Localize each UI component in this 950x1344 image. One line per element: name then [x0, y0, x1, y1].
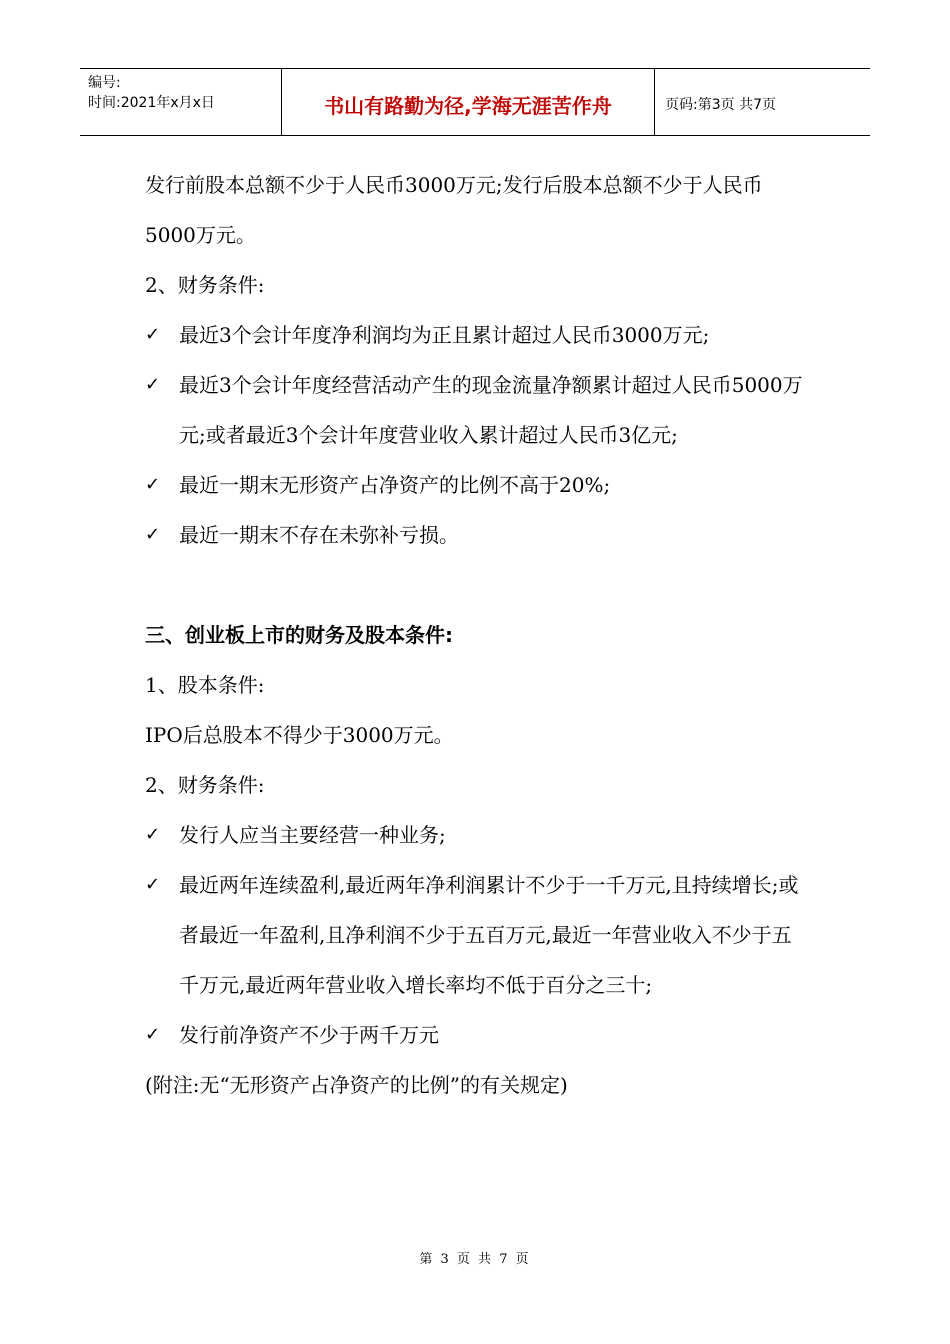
check-item-text: 最近3个会计年度经营活动产生的现金流量净额累计超过人民币5000万元;或者最近3个会计年度营业收入累计超过人民币3亿元;: [179, 373, 803, 447]
equity-conditions-heading: 1、股本条件:: [145, 673, 265, 697]
check-list-item: [145, 360, 810, 460]
section-spacer: [145, 560, 810, 610]
check-list-item: [145, 810, 810, 860]
check-list-item: [145, 310, 810, 360]
check-list-item: [145, 1010, 810, 1060]
header-number-label: 编号:: [88, 75, 121, 91]
header-motto: 书山有路勤为径,学海无涯苦作舟: [282, 69, 655, 135]
check-item-text: 最近3个会计年度净利润均为正且累计超过人民币3000万元;: [179, 323, 710, 347]
document-header: [80, 68, 870, 136]
check-list-item: [145, 460, 810, 510]
check-item-text: 发行人应当主要经营一种业务;: [179, 823, 446, 847]
checkmark-icon: ✓: [145, 524, 161, 545]
check-item-text: 发行前净资产不少于两千万元: [179, 1023, 439, 1047]
check-list-item: [145, 860, 810, 1010]
equity-conditions-text: IPO后总股本不得少于3000万元。: [145, 723, 454, 747]
checkmark-icon: ✓: [145, 324, 161, 345]
page-footer: 第 3 页 共 7 页: [419, 1252, 531, 1267]
checkmark-icon: ✓: [145, 1024, 161, 1045]
check-item-text: 最近一期末无形资产占净资产的比例不高于20%;: [179, 473, 611, 497]
header-page-info: 页码:第3页 共7页: [665, 97, 776, 113]
check-list-item: [145, 510, 810, 560]
checkmark-icon: ✓: [145, 824, 161, 845]
checkmark-icon: ✓: [145, 374, 161, 395]
note-paragraph: (附注:无“无形资产占净资产的比例”的有关规定): [145, 1073, 568, 1097]
section-title: 三、创业板上市的财务及股本条件:: [145, 623, 453, 647]
document-body: [145, 160, 810, 1110]
header-time-label: 时间:2021年x月x日: [88, 95, 215, 111]
paragraph-equity-total: 发行前股本总额不少于人民币3000万元;发行后股本总额不少于人民币5000万元。: [145, 173, 763, 247]
check-item-text: 最近两年连续盈利,最近两年净利润累计不少于一千万元,且持续增长;或者最近一年盈利,且净利润不少于五百万元,最近一年营业收入不少于五千万元,最近两年营业收入增长率均不低于百分之三十;: [179, 873, 799, 997]
check-item-text: 最近一期末不存在未弥补亏损。: [179, 523, 459, 547]
financial-conditions-heading-1: 2、财务条件:: [145, 273, 265, 297]
checkmark-icon: ✓: [145, 874, 161, 895]
financial-conditions-heading-2: 2、财务条件:: [145, 773, 265, 797]
header-meta: [80, 69, 282, 135]
checkmark-icon: ✓: [145, 474, 161, 495]
